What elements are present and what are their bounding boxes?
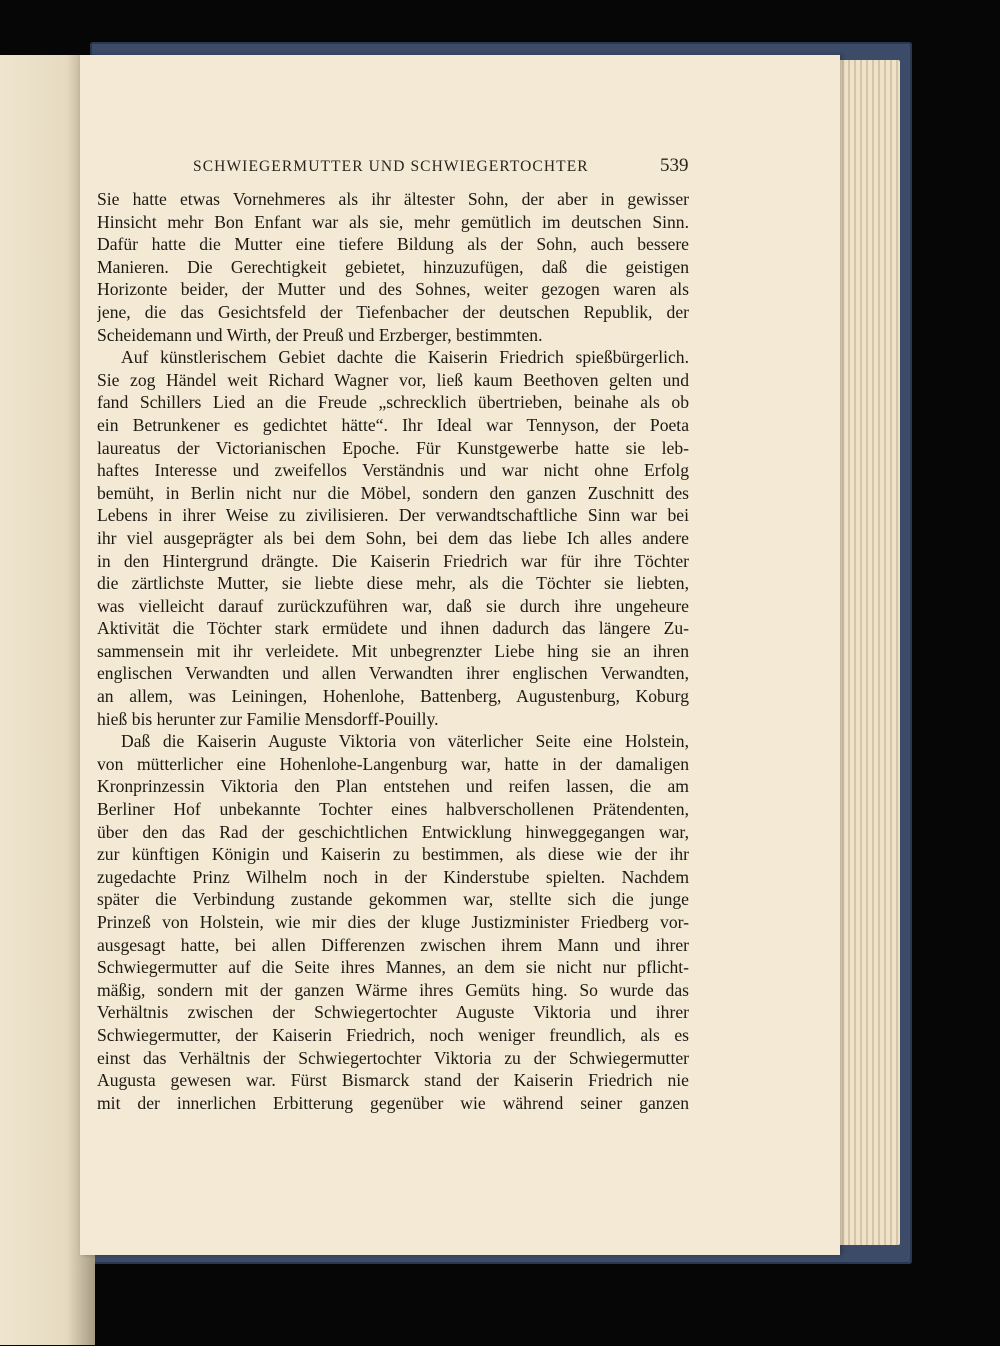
text-line: jene, die das Gesichtsfeld der Tiefenbacher der deutschen Republik, der (97, 301, 689, 322)
text-line: Aktivität die Töchter stark ermüdete und ihnen dadurch das längere Zu- (97, 618, 689, 639)
text-line: laureatus der Victorianischen Epoche. Für Kunstgewerbe hatte sie leb- (97, 437, 689, 458)
text-line: Sie hatte etwas Vornehmeres als ihr ältester Sohn, der aber in gewisser (97, 189, 689, 209)
text-line: Dafür hatte die Mutter eine tiefere Bildung als der Sohn, auch bessere (97, 234, 689, 255)
page-number: 539 (660, 155, 689, 176)
text-line: fand Schillers Lied an die Freude „schrecklich übertrieben, beinahe als ob (97, 392, 689, 413)
text-line: Kronprinzessin Viktoria den Plan entstehen und reifen lassen, die am (97, 776, 689, 797)
body-text (97, 188, 689, 1114)
paragraph (97, 346, 689, 730)
text-line: Schwiegermutter auf die Seite ihres Mannes, an dem sie nicht nur pflicht- (97, 957, 689, 978)
text-line: einst das Verhältnis der Schwiegertochter Viktoria zu der Schwiegermutter (97, 1047, 689, 1068)
text-line: an allem, was Leiningen, Hohenlohe, Battenberg, Augustenburg, Koburg (97, 686, 689, 707)
text-line: Augusta gewesen war. Fürst Bismarck stand der Kaiserin Friedrich nie (97, 1070, 689, 1091)
text-line: Daß die Kaiserin Auguste Viktoria von väterlicher Seite eine Holstein, (121, 731, 689, 752)
text-line: hieß bis herunter zur Familie Mensdorff-Pouilly. (97, 708, 439, 729)
text-line: Lebens in ihrer Weise zu zivilisieren. Der verwandtschaftliche Sinn war bei (97, 505, 689, 526)
text-line: Berliner Hof unbekannte Tochter eines halbverschollenen Prätendenten, (97, 799, 689, 820)
text-line: über den das Rad der geschichtlichen Entwicklung hinweggegangen war, (97, 821, 689, 842)
text-line: mäßig, sondern mit der ganzen Wärme ihres Gemüts hing. So wurde das (97, 979, 689, 1000)
text-line: Auf künstlerischem Gebiet dachte die Kaiserin Friedrich spießbürgerlich. (121, 347, 689, 368)
text-line: zugedachte Prinz Wilhelm noch in der Kinderstube spielten. Nachdem (97, 866, 689, 887)
text-line: Manieren. Die Gerechtigkeit gebietet, hinzuzufügen, daß die geistigen (97, 256, 689, 277)
text-line: Prinzeß von Holstein, wie mir dies der kluge Justizminister Friedberg vor- (97, 912, 689, 932)
text-line: ein Betrunkener es gedichtet hätte“. Ihr Ideal war Tennyson, der Poeta (97, 414, 689, 435)
text-line: bemüht, in Berlin nicht nur die Möbel, sondern den ganzen Zuschnitt des (97, 482, 689, 503)
text-line: Verhältnis zwischen der Schwiegertochter Auguste Viktoria und ihrer (97, 1002, 689, 1023)
text-line: später die Verbindung zustande gekommen war, stellte sich die junge (97, 889, 689, 910)
text-line: mit der innerlichen Erbitterung gegenüber wie während seiner ganzen (97, 1092, 689, 1113)
text-line: die zärtlichste Mutter, sie liebte diese mehr, als die Töchter sie liebten, (97, 573, 689, 594)
text-line: ausgesagt hatte, bei allen Differenzen zwischen ihrem Mann und ihrer (97, 934, 689, 955)
text-line: Horizonte beider, der Mutter und des Sohnes, weiter gezogen waren als (97, 279, 689, 300)
text-line: Hinsicht mehr Bon Enfant war als sie, mehr gemütlich im deutschen Sinn. (97, 211, 689, 232)
text-line: ihr viel ausgeprägter als bei dem Sohn, bei dem das liebe Ich alles andere (97, 527, 689, 548)
text-line: Schwiegermutter, der Kaiserin Friedrich, noch weniger freundlich, als es (97, 1024, 689, 1045)
text-line: haftes Interesse und zweifellos Verständnis und war nicht ohne Erfolg (97, 460, 689, 481)
text-line: sammensein mit ihr verleidete. Mit unbegrenzter Liebe hing sie an ihren (97, 640, 689, 661)
text-line: von mütterlicher eine Hohenlohe-Langenburg war, hatte in der damaligen (97, 753, 689, 774)
paragraph (97, 188, 689, 346)
text-line: Scheidemann und Wirth, der Preuß und Erzberger, bestimmten. (97, 324, 543, 345)
text-line: Sie zog Händel weit Richard Wagner vor, ließ kaum Beethoven gelten und (97, 369, 689, 390)
text-line: was vielleicht darauf zurückzuführen war, daß sie durch ihre ungeheure (97, 595, 689, 616)
text-line: in den Hintergrund drängte. Die Kaiserin Friedrich war für ihre Töchter (97, 550, 689, 571)
paragraph (97, 730, 689, 1114)
running-title: SCHWIEGERMUTTER UND SCHWIEGERTOCHTER (193, 158, 589, 175)
text-line: zur künftigen Königin und Kaiserin zu bestimmen, als diese wie der ihr (97, 844, 689, 865)
text-line: englischen Verwandten und allen Verwandten ihrer englischen Verwandten, (97, 663, 689, 684)
